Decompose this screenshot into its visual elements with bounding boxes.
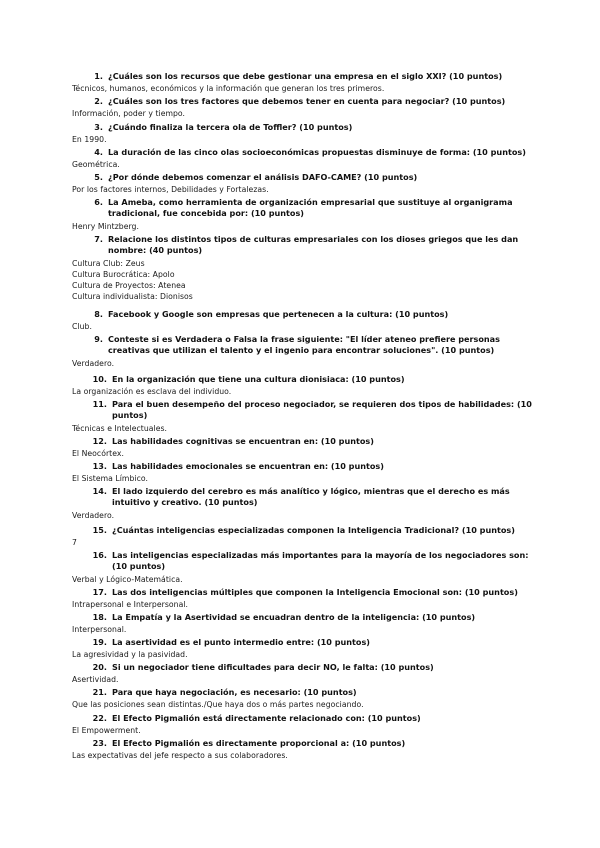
question-text: Las habilidades emocionales se encuentran en: (10 puntos): [112, 461, 384, 471]
qa-block-8: [72, 309, 540, 332]
question-text: Facebook y Google son empresas que pertenecen a la cultura: (10 puntos): [108, 309, 449, 319]
question-text: Conteste si es Verdadera o Falsa la frase siguiente: "El líder ateneo prefiere personas creativas que utilizan el talento y el ingenio para encontrar soluciones". (10 puntos): [108, 334, 500, 356]
answer: [72, 159, 540, 170]
answer-line: Que las posiciones sean distintas./Que haya dos o más partes negociando.: [72, 700, 364, 710]
question: [72, 461, 540, 472]
question: [72, 738, 540, 749]
qa-block-22: [72, 713, 540, 736]
answer: [72, 448, 540, 459]
question-text: Las habilidades cognitivas se encuentran en: (10 puntos): [112, 436, 374, 446]
qa-block-14: [72, 486, 540, 521]
answer-line: Cultura Club: Zeus: [72, 258, 145, 268]
question-text: ¿Cuándo finaliza la tercera ola de Toffler? (10 puntos): [108, 122, 353, 132]
question-number: 9.: [94, 334, 103, 344]
answer: [72, 423, 540, 434]
qa-block-6: [72, 197, 540, 232]
answer: [72, 134, 540, 145]
question: [72, 96, 540, 107]
answer-line: Verdadero.: [72, 510, 115, 520]
question-number: 5.: [94, 172, 103, 182]
answer-line: Las expectativas del jefe respecto a sus colaboradores.: [72, 751, 288, 761]
qa-block-7: [72, 234, 540, 302]
question-text: El Efecto Pigmalión es directamente proporcional a: (10 puntos): [112, 738, 406, 748]
question: [72, 172, 540, 183]
answer-line: El Neocórtex.: [72, 449, 124, 459]
question-number: 19.: [92, 637, 107, 647]
question-text: Las dos inteligencias múltiples que componen la Inteligencia Emocional son: (10 puntos): [112, 587, 518, 597]
answer-line: Intrapersonal e Interpersonal.: [72, 600, 189, 610]
question: [72, 122, 540, 133]
qa-block-21: [72, 687, 540, 710]
qa-block-4: [72, 147, 540, 170]
question-number: 11.: [92, 399, 107, 409]
answer: [72, 537, 540, 548]
question-number: 1.: [94, 71, 103, 81]
question-text: El Efecto Pigmalión está directamente relacionado con: (10 puntos): [112, 713, 421, 723]
answer: [72, 83, 540, 94]
question-number: 10.: [92, 374, 107, 384]
answer-line: Técnicos, humanos, económicos y la información que generan los tres primeros.: [72, 84, 385, 94]
answer-line: La organización es esclava del individuo.: [72, 387, 232, 397]
question: [72, 662, 540, 673]
question: [72, 234, 540, 257]
question: [72, 436, 540, 447]
answer: [72, 221, 540, 232]
answer: [72, 699, 540, 710]
question-number: 20.: [92, 662, 107, 672]
question-text: Para que haya negociación, es necesario: (10 puntos): [112, 687, 357, 697]
answer-line: El Sistema Límbico.: [72, 474, 148, 484]
question: [72, 334, 540, 357]
qa-block-20: [72, 662, 540, 685]
answer-line: Interpersonal.: [72, 625, 127, 635]
question-text: Si un negociador tiene dificultades para decir NO, le falta: (10 puntos): [112, 662, 434, 672]
question-text: La asertividad es el punto intermedio entre: (10 puntos): [112, 637, 370, 647]
answer-line: Cultura de Proyectos: Atenea: [72, 280, 186, 290]
question: [72, 525, 540, 536]
answer-line: Técnicas e Intelectuales.: [72, 423, 168, 433]
question: [72, 147, 540, 158]
question: [72, 486, 540, 509]
question: [72, 687, 540, 698]
question: [72, 374, 540, 385]
answer-line: El Empowerment.: [72, 726, 141, 736]
qa-block-12: [72, 436, 540, 459]
answer-line: Cultura Burocrática: Apolo: [72, 269, 175, 279]
question: [72, 550, 540, 573]
qa-block-5: [72, 172, 540, 195]
answer: [72, 649, 540, 660]
qa-block-18: [72, 612, 540, 635]
question-number: 15.: [92, 525, 107, 535]
answer: [72, 725, 540, 736]
answer: [72, 184, 540, 195]
question: [72, 71, 540, 82]
question: [72, 309, 540, 320]
question-number: 14.: [92, 486, 107, 496]
answer: [72, 624, 540, 635]
answer-line: Por los factores internos, Debilidades y Fortalezas.: [72, 185, 269, 195]
answer-line: La agresividad y la pasividad.: [72, 650, 188, 660]
qa-block-11: [72, 399, 540, 434]
qa-block-15: [72, 525, 540, 548]
answer: [72, 358, 540, 369]
question-text: ¿Por dónde debemos comenzar el análisis DAFO-CAME? (10 puntos): [108, 172, 418, 182]
question: [72, 713, 540, 724]
answer-line: Asertividad.: [72, 675, 119, 685]
answer-line: Club.: [72, 322, 92, 332]
qa-block-2: [72, 96, 540, 119]
question-number: 8.: [94, 309, 103, 319]
question-text: ¿Cuántas inteligencias especializadas componen la Inteligencia Tradicional? (10 puntos): [112, 525, 515, 535]
answer: [72, 473, 540, 484]
question-number: 21.: [92, 687, 107, 697]
qa-block-16: [72, 550, 540, 585]
answer: [72, 599, 540, 610]
question-text: La Ameba, como herramienta de organización empresarial que sustituye al organigrama tradicional, fue concebida por: (10 puntos): [108, 197, 513, 219]
question-text: En la organización que tiene una cultura dionisiaca: (10 puntos): [112, 374, 405, 384]
question-text: La duración de las cinco olas socioeconómicas propuestas disminuye de forma: (10 puntos): [108, 147, 526, 157]
question-text: La Empatía y la Asertividad se encuadran dentro de la inteligencia: (10 puntos): [112, 612, 476, 622]
qa-block-3: [72, 122, 540, 145]
question: [72, 612, 540, 623]
answer: [72, 750, 540, 761]
question-text: Las inteligencias especializadas más importantes para la mayoría de los negociadores son: (10 puntos): [112, 550, 529, 572]
question-text: Relacione los distintos tipos de culturas empresariales con los dioses griegos que les dan nombre: (40 puntos): [108, 234, 519, 256]
qa-block-1: [72, 71, 540, 94]
answer-line: Verdadero.: [72, 358, 115, 368]
question-text: ¿Cuáles son los tres factores que debemos tener en cuenta para negociar? (10 puntos): [108, 96, 506, 106]
question-number: 6.: [94, 197, 103, 207]
qa-block-9: [72, 334, 540, 369]
question-number: 2.: [94, 96, 103, 106]
question: [72, 197, 540, 220]
question: [72, 399, 540, 422]
answer: [72, 386, 540, 397]
answer-line: Henry Mintzberg.: [72, 221, 139, 231]
question-number: 4.: [94, 147, 103, 157]
qa-block-13: [72, 461, 540, 484]
question: [72, 587, 540, 598]
answer: [72, 574, 540, 585]
answer-line: 7: [72, 538, 77, 548]
qa-block-17: [72, 587, 540, 610]
answer-line: En 1990.: [72, 135, 107, 145]
qa-block-23: [72, 738, 540, 761]
answer-line: Geométrica.: [72, 160, 120, 170]
question-number: 3.: [94, 122, 103, 132]
question-text: Para el buen desempeño del proceso negociador, se requieren dos tipos de habilidades: (10 puntos): [112, 399, 532, 421]
answer: [72, 108, 540, 119]
answer: [72, 321, 540, 332]
answer: [72, 258, 540, 302]
answer: [72, 510, 540, 521]
answer: [72, 674, 540, 685]
qa-block-19: [72, 637, 540, 660]
question-number: 23.: [92, 738, 107, 748]
question-number: 18.: [92, 612, 107, 622]
question-number: 13.: [92, 461, 107, 471]
answer-line: Información, poder y tiempo.: [72, 109, 186, 119]
question-number: 17.: [92, 587, 107, 597]
question-number: 16.: [92, 550, 107, 560]
question: [72, 637, 540, 648]
question-number: 7.: [94, 234, 103, 244]
answer-line: Cultura individualista: Dionisos: [72, 291, 193, 301]
question-number: 12.: [92, 436, 107, 446]
question-text: El lado izquierdo del cerebro es más analítico y lógico, mientras que el derecho es más intuitivo y creativo. (10 puntos): [112, 486, 510, 508]
qa-block-10: [72, 374, 540, 397]
question-number: 22.: [92, 713, 107, 723]
answer-line: Verbal y Lógico-Matemática.: [72, 574, 183, 584]
question-text: ¿Cuáles son los recursos que debe gestionar una empresa en el siglo XXI? (10 puntos): [108, 71, 503, 81]
